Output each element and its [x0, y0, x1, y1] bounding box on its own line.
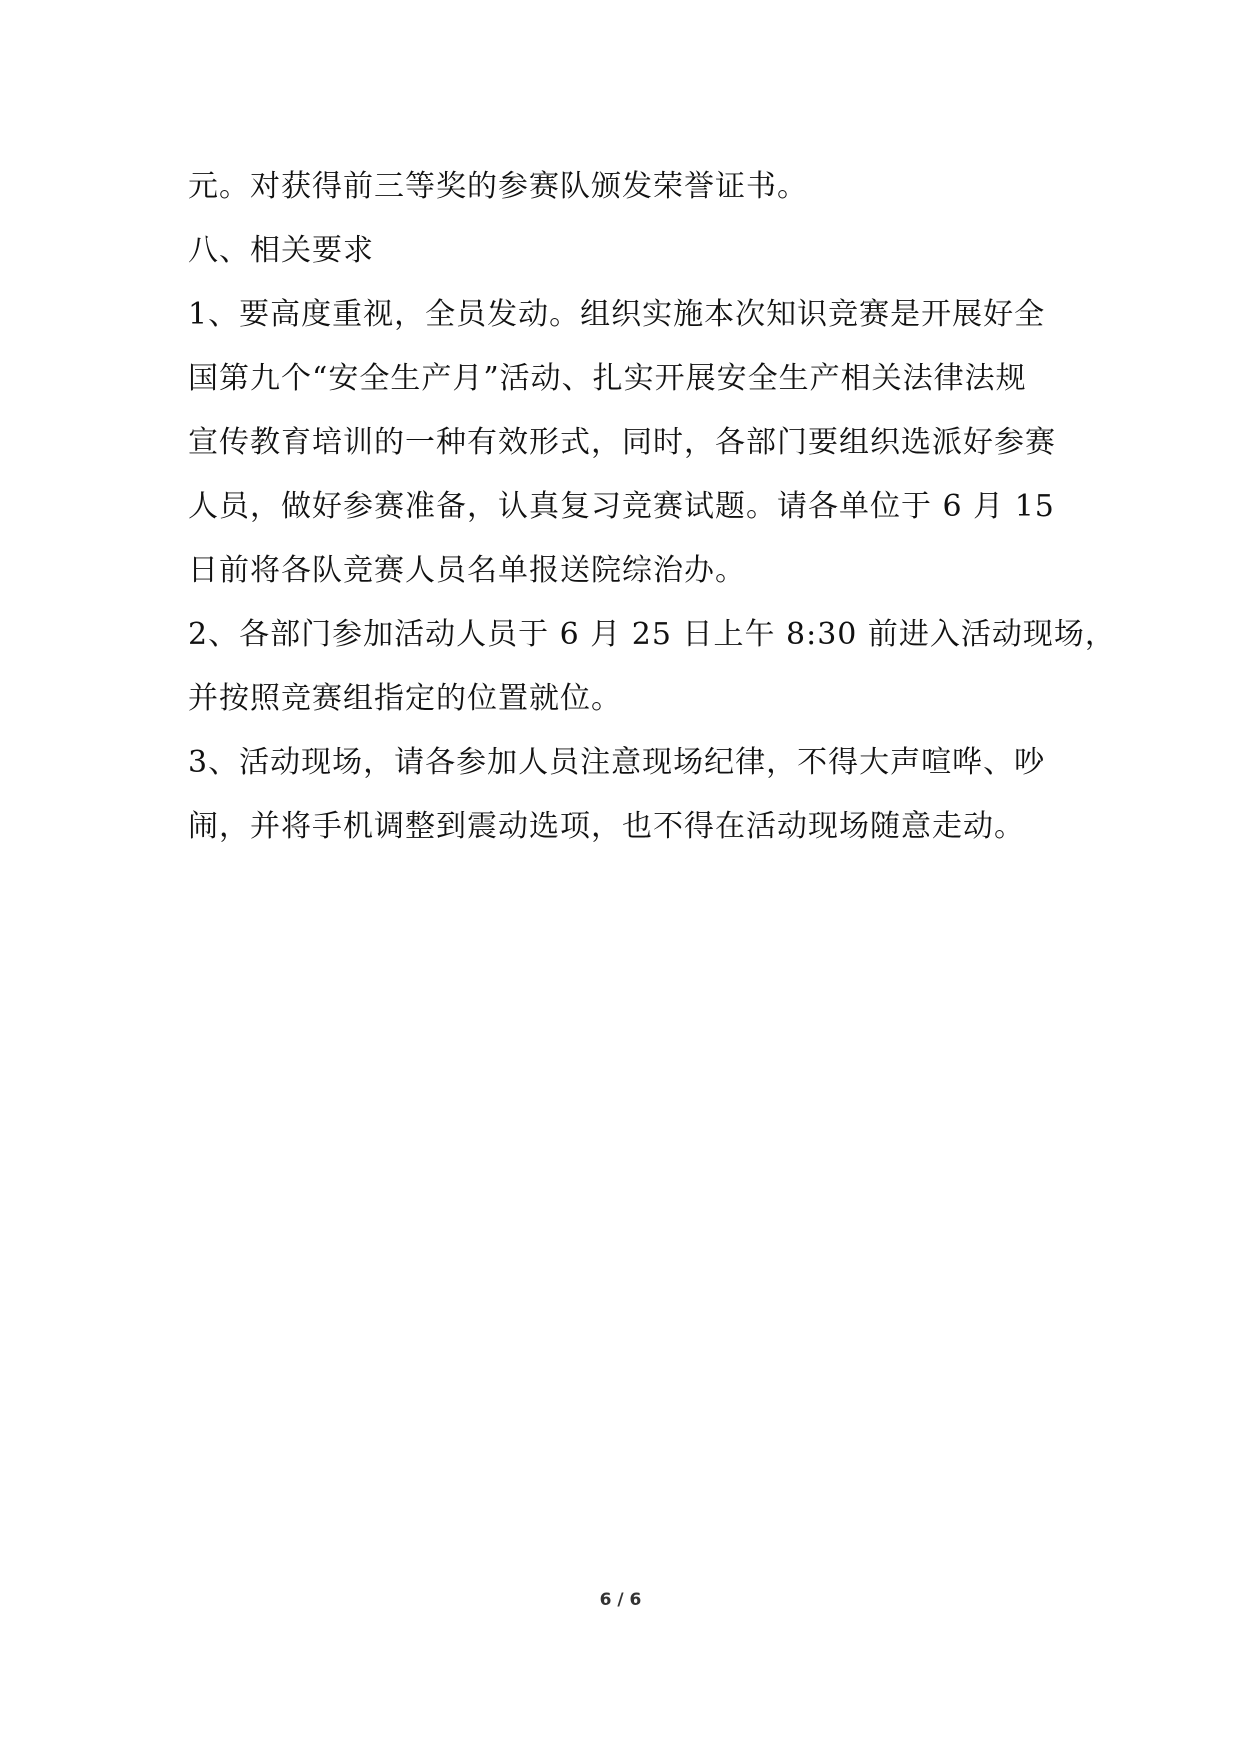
paragraph-line: 闹，并将手机调整到震动选项，也不得在活动现场随意走动。 [188, 809, 1025, 844]
paragraph-line: 3、活动现场，请各参加人员注意现场纪律，不得大声喧哗、吵 [188, 745, 1046, 780]
paragraph-line: 1、要高度重视，全员发动。组织实施本次知识竞赛是开展好全 [188, 297, 1046, 332]
paragraph-line: 人员，做好参赛准备，认真复习竞赛试题。请各单位于 6 月 15 [188, 489, 1055, 524]
paragraph-line: 元。对获得前三等奖的参赛队颁发荣誉证书。 [188, 169, 808, 204]
document-body [188, 155, 1116, 859]
paragraph-line: 宣传教育培训的一种有效形式，同时，各部门要组织选派好参赛 [188, 425, 1056, 460]
paragraph-line: 2、各部门参加活动人员于 6 月 25 日上午 8:30 前进入活动现场， [188, 617, 1116, 652]
paragraph-line: 日前将各队竞赛人员名单报送院综治办。 [188, 553, 746, 588]
section-heading: 八、相关要求 [188, 233, 374, 268]
page-number: 6 / 6 [599, 1590, 642, 1610]
paragraph-line: 并按照竞赛组指定的位置就位。 [188, 681, 622, 716]
paragraph-line: 国第九个“安全生产月”活动、扎实开展安全生产相关法律法规 [188, 361, 1027, 396]
